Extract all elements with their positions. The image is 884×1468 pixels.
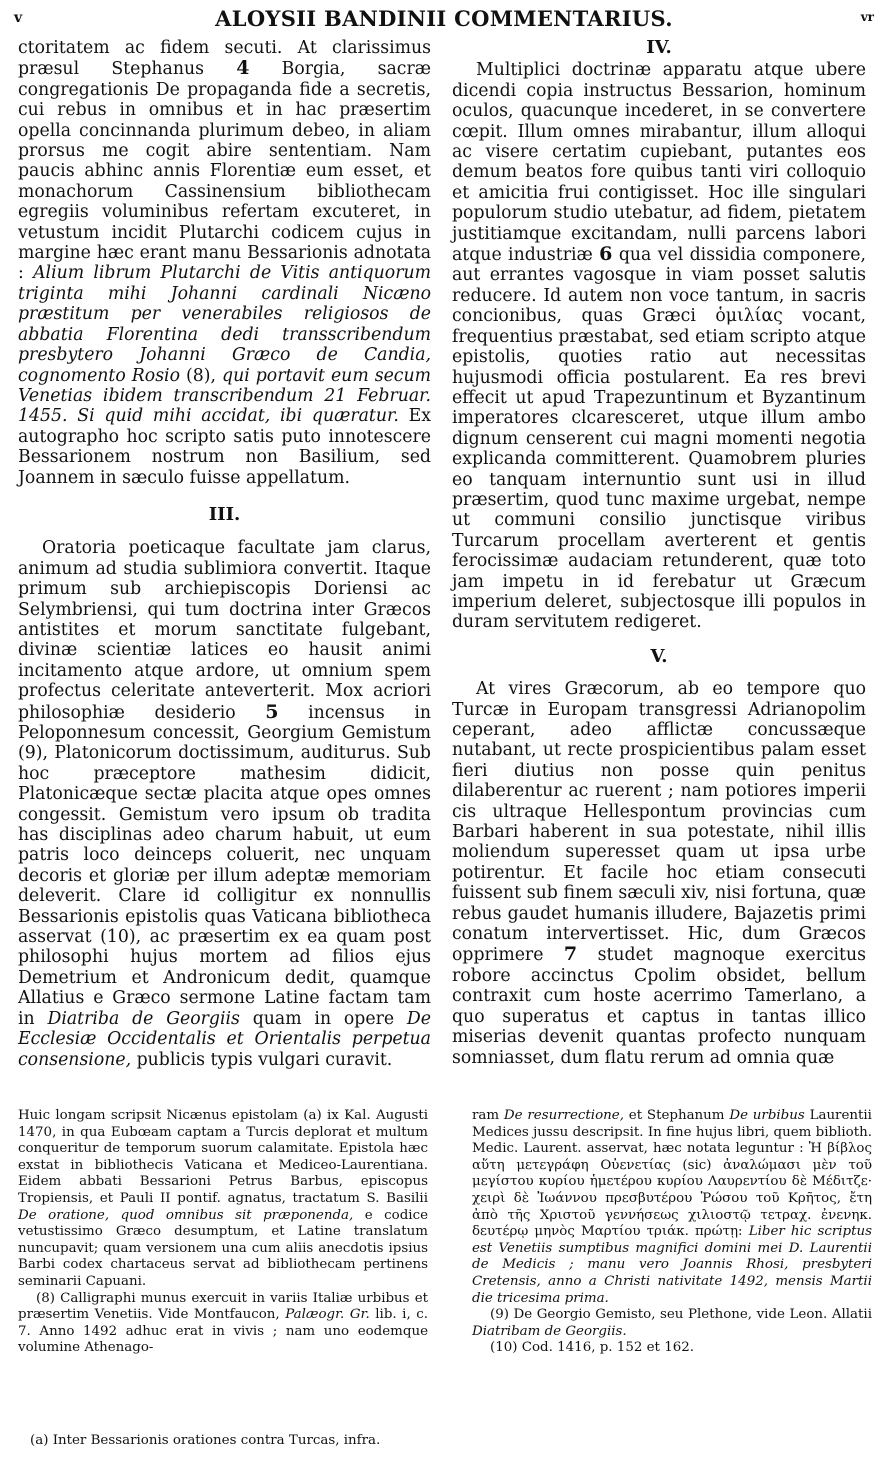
footnote-8-continuation: [472, 1108, 872, 1307]
footnotes-right: [472, 1108, 872, 1357]
paragraph-1-text-c: Ex autographo hoc scripto satis puto innotescere Bessarionem nostrum non Basilium, sed Joannem in sæculo fuisse appellatum.: [18, 406, 432, 488]
footnote-a-text-1: Huic longam scripsit Nicænus epistolam (a) ix Kal. Augusti 1470, in qua Eubœam captam a Turcis deplorat et multum conqueritur de temporum suorum calamitate. Epistola hæc exstat in bibliothecis Vaticana et Mediceo-Laurentiana. Eidem abbati Bessarioni Petrus Barbus, episcopus Tropiensis, et Pauli II pontif. agnatus, tractatum S. Basilii: [18, 1108, 428, 1206]
footnote-continuation: [18, 1108, 428, 1291]
footnotes-left: [18, 1108, 428, 1357]
left-column: [18, 38, 431, 1070]
footnote-9: [472, 1307, 872, 1340]
right-column: [452, 38, 866, 1068]
paragraph-2-title-b: De Ecclesiæ Occidentalis et Orientalis perpetua consensione,: [18, 1008, 431, 1070]
footnote-a-text-2: e codice vetustissimo Græco desumptum, et Latine translatum nuncupavit; quam versionem una cum aliis anecdotis ipsius Barbi codex chartaceus servat ad bibliothecam pertinens seminarii Capuani.: [18, 1207, 429, 1289]
footnote-9-title: Diatribam de Georgiis.: [472, 1323, 627, 1339]
marginal-number-5: 5: [265, 700, 279, 723]
paragraph-1: [18, 38, 431, 488]
section-heading-v: V.: [650, 645, 668, 667]
paragraph-2-text-a: Oratoria poeticaque facultate jam clarus, animum ad studia sublimiora convertit. Itaque primum sub archiepiscopis Doriensi ac Selymbriensi, qui tum doctrina inter Græcos antistites et morum sanctitate fulgebant, divinæ scientiæ latices eo hausit animi incitamento atque ardore, ut omnium spem profectus celeritate anteverterit. Mox acriori philosophiæ desiderio: [18, 538, 431, 723]
footnote-8-text-a: (8) Calligraphi munus exercuit in variis Italiæ urbibus et præsertim Venetiis. Vide Montfaucon,: [18, 1290, 428, 1323]
footnote-r-text-3: Laurentii Medices jussu descripsit. In fine hujus libri, quem biblioth. Medic. Laurent. asservat, hæc notata leguntur : Ἡ βίβλος αὕτη μετεγράφη Οὐενετίας (sic) ἀναλώμασι μὲν τοῦ μεγίστου κυρίου ἡμετέρου κυρίου Λαυρεντίου δὲ Μέδιτζε· χειρὶ δὲ Ἰωάννου πρεσβυτέρου Ῥώσου τοῦ Κρῆτος, ἔτη ἀπὸ τῆς Χριστοῦ γεννήσεως χιλιοστῷ τετραχ. ἐνενηκ. δευτέρῳ μηνὸς Μαρτίου τριάκ. πρώτῃ:: [472, 1108, 872, 1240]
footnote-r-text-1: ram: [472, 1108, 500, 1123]
subnote-label: (a): [30, 1433, 49, 1448]
footnote-r-latin-colophon: Liber hic scriptus est Venetiis sumptibus magnifici domini mei D. Laurentii de Medicis ; manu vero Joannis Rhosi, presbyteri Cretensis, anno a Christi nativitate 1492, mensis Martii die tricesima prima.: [472, 1224, 872, 1306]
marginal-number-6: 6: [599, 243, 613, 266]
footnote-r-title-1: De resurrectione,: [503, 1108, 624, 1123]
paragraph-1-text-a: ctoritatem ac fidem secuti. At clarissimus præsul Stephanus: [18, 38, 431, 80]
paragraph-2-title-a: Diatriba de Georgiis: [47, 1008, 240, 1029]
footnote-8-title: Palæogr. Gr.: [285, 1307, 370, 1323]
section-heading-iii: III.: [208, 503, 241, 525]
marginal-number-7: 7: [563, 943, 578, 966]
paragraph-1-text-b: Borgia, sacræ congregationis De propaganda fide a secretis, cui rebus in omnibus et in hac præsertim opella concinnanda plurimum debeo, in aliam prorsus me cogit abire sententiam. Nam paucis abhinc annis Florentiæ eum esset, et monachorum Cassinensium bibliothecam egregiis voluminibus refertam excuteret, in vetustum incidit Plutarchi codicem cujus in margine hæc erant manu Bessarionis adnotata :: [18, 59, 431, 284]
header-right-mark: vr: [860, 10, 874, 24]
paragraph-4-text-a: At vires Græcorum, ab eo tempore quo Turcæ in Europam transgressi Adrianopolim ceperant, adeo afflictæ concussæque nutabant, ut recte prospicientibus palam esset fieri diutius non posse quin penitus dilaberentur ac ruerent ; nam potiores imperii cis ultraque Hellespontum provincias cum Barbari haberent in sua potestate, nihil illis moliendum superesset quam ut ipsa urbe potirentur. Et facile hoc etiam consecuti fuissent sub finem sæculi xiv, nisi fortuna, quæ rebus gaudet humanis illudere, Bajazetis primi conatum intervertisset. Hic, dum Græcos opprimere: [452, 679, 866, 966]
footnote-ref-8: (8),: [186, 365, 216, 386]
paragraph-4: [452, 679, 866, 1068]
paragraph-2-text-d: publicis typis vulgari curavit.: [136, 1049, 393, 1070]
paragraph-2-text-b: incensus in Peloponnesum concessit, Georgium Gemistum (9), Platonicorum doctissimum, auditurus. Sub hoc præceptore mathesim didicit, Platonicæque sectæ placita atque opes omnes congessit. Gemistum vero ipsum ob tradita has disciplinas adeo charum habuit, ut eum patris loco deinceps coluerit, nec unquam decoris et gloriæ per illum adeptæ memoriam deleverit. Clare id colligitur ex nonnullis Bessarionis epistolis quas Vaticana bibliotheca asservat (10), ac præsertim ex ea quam post philosophi hujus mortem ad filios ejus Demetrium et Andronicum dedit, quamque Allatius e Græco sermone Latine factam tam in: [18, 702, 431, 1029]
paragraph-1-quote-b: qui portavit eum secum Venetias ibidem transcribendum 21 Februar. 1455. Si quid mihi accidat, ibi quæratur.: [18, 365, 431, 427]
paragraph-2-text-c: quam in opere: [252, 1008, 395, 1029]
running-title: ALOYSII BANDINII COMMENTARIUS.: [215, 6, 673, 31]
subnote-text: Inter Bessarionis orationes contra Turcas, infra.: [52, 1433, 381, 1448]
marginal-number-4: 4: [236, 57, 250, 80]
footnote-9-text: (9) De Georgio Gemisto, seu Plethone, vide Leon. Allatii: [490, 1307, 872, 1323]
footnote-r-title-2: De urbibus: [729, 1108, 805, 1123]
footnote-r-text-2: et Stephanum: [628, 1108, 725, 1123]
footnote-8: [18, 1291, 428, 1357]
page-header: [14, 4, 874, 34]
paragraph-1-quote-a: Alium librum Plutarchi de Vitis antiquorum triginta mihi Johanni cardinali Nicæno præstitum per venerabiles religiosos de abbatia Florentina dedi transscribendum presbytero Johanni Græco de Candia, cognomento Rosio: [18, 263, 431, 386]
section-heading-iv: IV.: [646, 37, 672, 58]
footnote-10: (10) Cod. 1416, p. 152 et 162.: [490, 1340, 695, 1356]
paragraph-2: [18, 538, 431, 1070]
paragraph-3-text-b: qua vel dissidia componere, aut errantes vagosque in viam posset salutis reducere. Id autem non voce tantum, in sacris concionibus, quas Græci ὁμιλίας vocant, frequentius præstabat, sed etiam scripto atque epistolis, quoties ratio aut necessitas hujusmodi officia postularent. Ea res brevi effecit ut apud Trapezuntinum et Byzantinum imperatores clcaresceret, utque illum ambo dignum censerent cui magni momenti negotia explicanda committerent. Quamobrem pluries eo tanquam internuntio sunt usi in illud præsertim, quod tunc maxime urgebat, nempe ut communi consilio junctisque viribus Turcarum procellam averterent et gentis ferocissimæ audaciam retunderent, quæ toto jam impetu in id ferebatur ut Græcum imperium deleret, subjectosque illi populos in duram servitutem redigeret.: [452, 245, 867, 633]
paragraph-4-text-b: studet magnoque exercitus robore accinctus Cpolim obsidet, bellum contraxit cum hoste acerrimo Tamerlano, a quo superatus et captus in tantas illico miserias devenit quantas profecto nunquam somniasset, dum flatu rerum ad omnia quæ: [452, 945, 867, 1068]
paragraph-3-text-a: Multiplici doctrinæ apparatu atque ubere dicendi copia instructus Bessarion, hominum oculos, quacunque incederet, in se convertere cœpit. Illum omnes mirabantur, illum alloqui ac visere certatim cupiebant, putantes eos demum beatos fore quibus tanti viri colloquio et amicitia frui contigisset. Hoc ille singulari populorum studio utebatur, ad fidem, pietatem justitiamque excitandam, nulli parcens labori atque industriæ: [452, 60, 866, 266]
header-left-mark: v: [14, 10, 23, 26]
paragraph-3: [452, 60, 866, 632]
footnote-8-text-b: lib. i, c. 7. Anno 1492 adhuc erat in vivis ; nam uno eodemque volumine Athenago-: [18, 1307, 429, 1356]
footnote-a-title: De oratione, quod omnibus sit præponenda,: [18, 1207, 354, 1223]
subnote-a: [30, 1433, 530, 1449]
